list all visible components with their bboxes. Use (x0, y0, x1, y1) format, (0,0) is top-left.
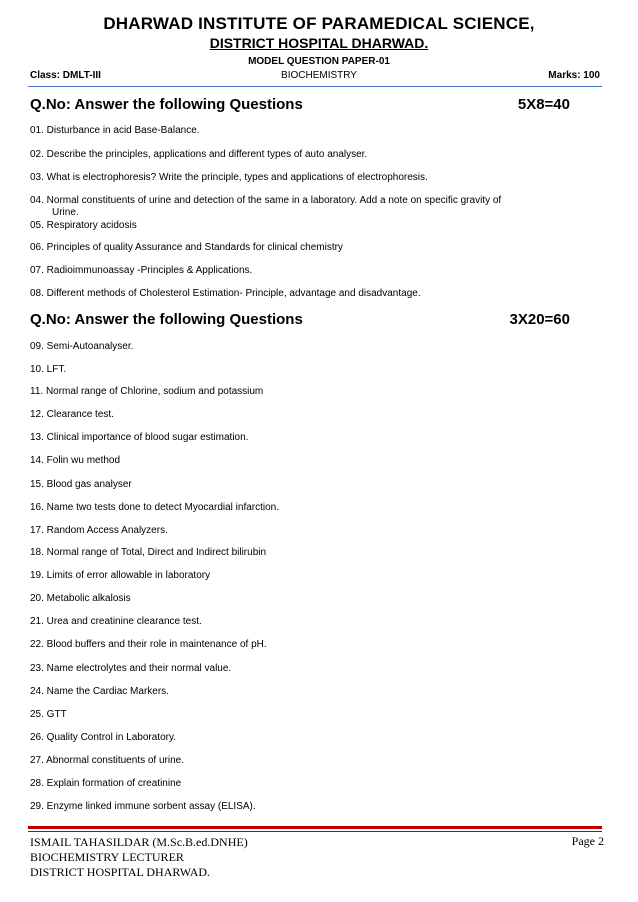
question-item: 27. Abnormal constituents of urine. (30, 755, 184, 766)
question-item: 15. Blood gas analyser (30, 479, 132, 490)
question-item: 02. Describe the principles, applications and different types of auto analyser. (30, 149, 368, 160)
question-item: 19. Limits of error allowable in laboratory (30, 570, 211, 581)
question-item: 26. Quality Control in Laboratory. (30, 732, 177, 743)
section-1-heading (30, 96, 570, 113)
question-item: 03. What is electrophoresis? Write the principle, types and applications of electrophoresis. (30, 172, 428, 183)
question-item: 17. Random Access Analyzers. (30, 525, 168, 536)
question-item: 16. Name two tests done to detect Myocardial infarction. (30, 502, 280, 513)
question-item (30, 195, 550, 219)
hospital-title-text: DISTRICT HOSPITAL DHARWAD. (209, 35, 429, 51)
section-1-heading-text: Q.No: Answer the following Questions (30, 96, 303, 113)
footer-divider-thin (28, 831, 602, 832)
question-item: 14. Folin wu method (30, 455, 121, 466)
footer-place: DISTRICT HOSPITAL DHARWAD. (30, 865, 211, 879)
class-label: Class: DMLT-III (30, 70, 101, 81)
section-2-marks: 3X20=60 (509, 311, 570, 328)
footer-author: ISMAIL TAHASILDAR (M.Sc.B.ed.DNHE) (30, 835, 248, 849)
paper-title: MODEL QUESTION PAPER-01 (248, 56, 390, 67)
question-item: 13. Clinical importance of blood sugar estimation. (30, 432, 249, 443)
question-item: 28. Explain formation of creatinine (30, 778, 182, 789)
section-2-heading-text: Q.No: Answer the following Questions (30, 311, 303, 328)
question-item: 09. Semi-Autoanalyser. (30, 341, 134, 352)
question-item: 18. Normal range of Total, Direct and Indirect bilirubin (30, 547, 267, 558)
question-item: 29. Enzyme linked immune sorbent assay (ELISA). (30, 801, 256, 812)
question-item: 01. Disturbance in acid Base-Balance. (30, 125, 200, 136)
question-item: 08. Different methods of Cholesterol Estimation- Principle, advantage and disadvantage. (30, 288, 421, 299)
question-item: 05. Respiratory acidosis (30, 220, 137, 231)
hospital-title (0, 35, 638, 51)
question-line: 04. Normal constituents of urine and detection of the same in a laboratory. Add a note on specific gravity of (30, 195, 502, 206)
section-1-marks: 5X8=40 (517, 96, 570, 113)
institute-title: DHARWAD INSTITUTE OF PARAMEDICAL SCIENCE, (103, 14, 535, 33)
question-item: 20. Metabolic alkalosis (30, 593, 131, 604)
question-continuation: Urine. (52, 207, 79, 218)
question-item: 12. Clearance test. (30, 409, 114, 420)
question-item: 24. Name the Cardiac Markers. (30, 686, 169, 697)
page-number: Page 2 (571, 834, 604, 848)
question-item: 22. Blood buffers and their role in maintenance of pH. (30, 639, 267, 650)
marks-label: Marks: 100 (548, 70, 600, 81)
question-item: 10. LFT. (30, 364, 67, 375)
question-item: 21. Urea and creatinine clearance test. (30, 616, 202, 627)
question-item: 25. GTT (30, 709, 67, 720)
subject-label: BIOCHEMISTRY (281, 70, 357, 81)
section-2-heading (30, 311, 570, 328)
footer-role: BIOCHEMISTRY LECTURER (30, 850, 184, 864)
footer-divider-thick (28, 826, 602, 829)
header-divider (28, 86, 602, 87)
question-item: 07. Radioimmunoassay -Principles & Applications. (30, 265, 253, 276)
question-item: 11. Normal range of Chlorine, sodium and potassium (30, 386, 264, 397)
question-item: 06. Principles of quality Assurance and Standards for clinical chemistry (30, 242, 343, 253)
question-item: 23. Name electrolytes and their normal value. (30, 663, 232, 674)
